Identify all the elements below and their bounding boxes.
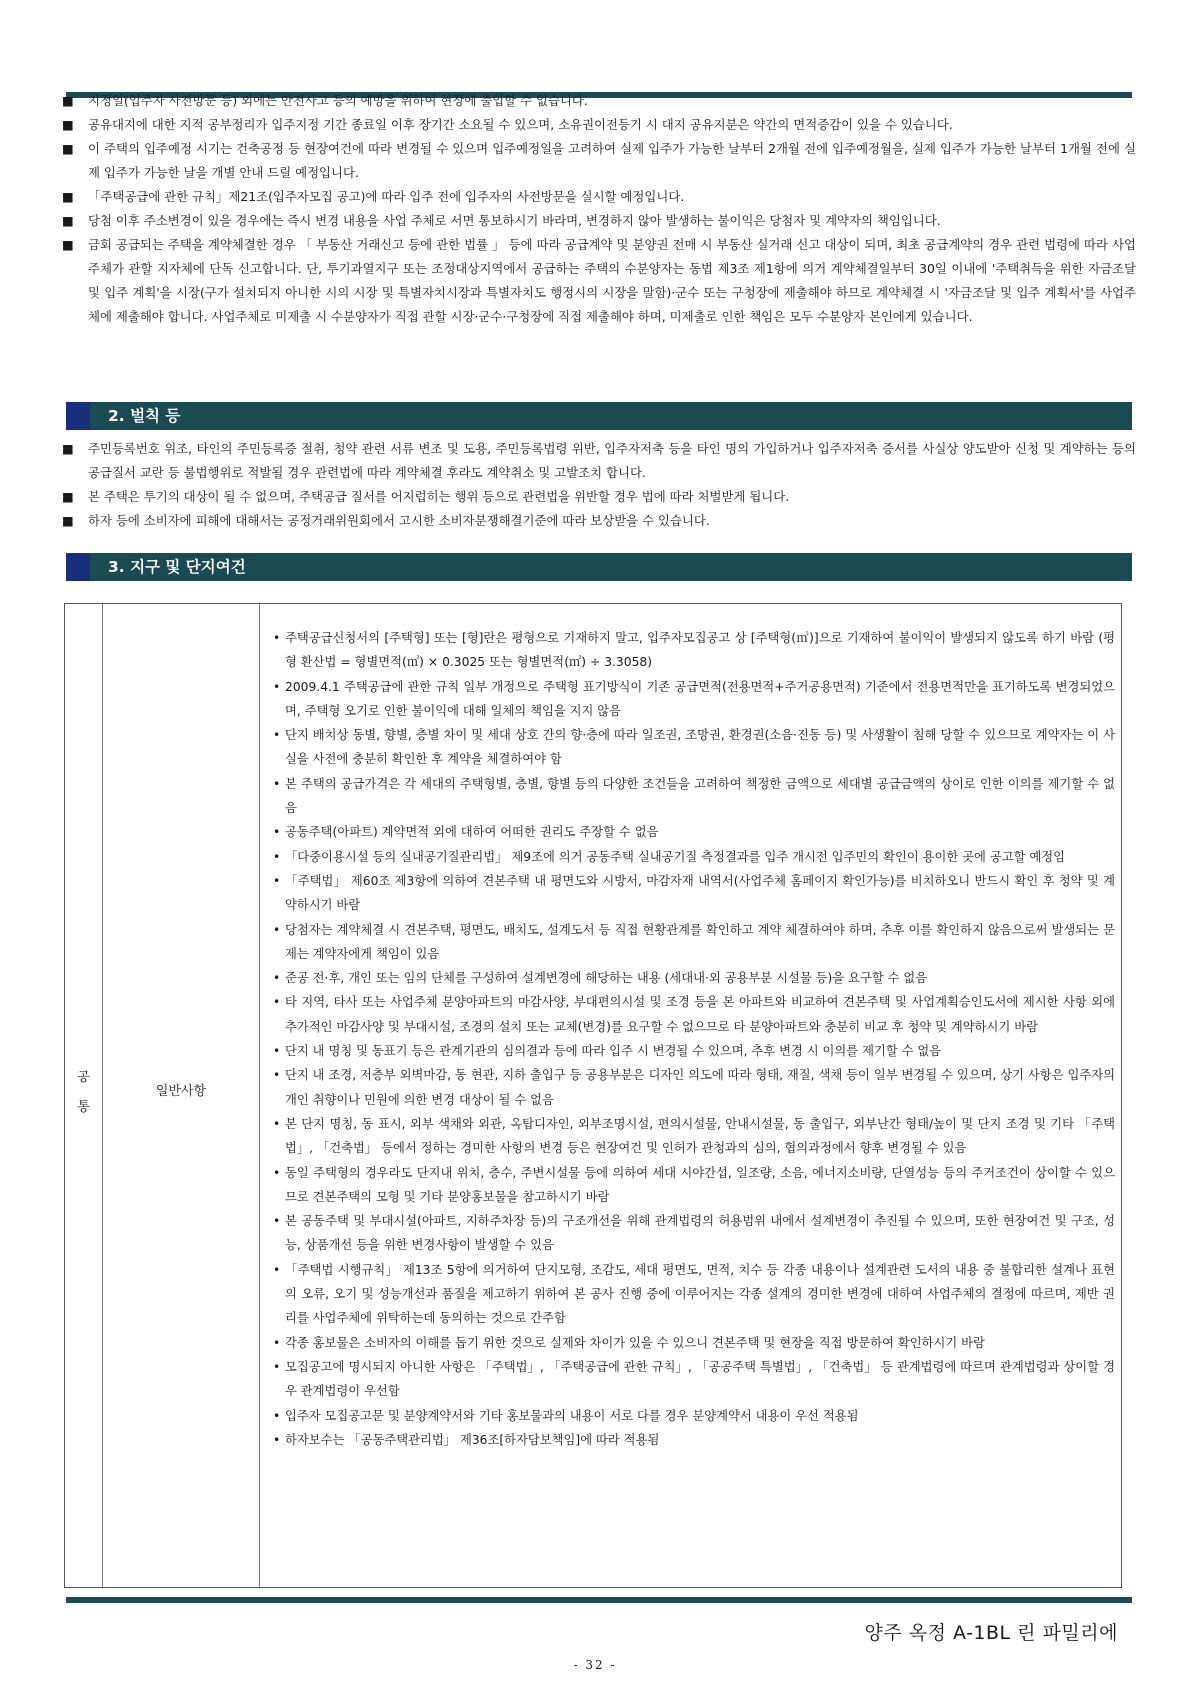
list-item: • 「주택법 시행규칙」 제13조 5항에 의거하여 단지모형, 조감도, 세대 평면도, 면적, 치수 등 각종 내용이나 설계관련 도서의 내용 중 불합리한 설계나 표현의 오류, 오기 및 성능개선과 품질을 제고하기 위하여 본 공사 진행 중에 이루어지는 각종 설계의 경미한 변경에 대하여 사업주체의 결정에 따르며, 제반 권리를 사업주체에 위탁하는데 동의하는 것으로 간주함 <box>273 1262 1115 1326</box>
bullet-item <box>62 185 1136 209</box>
complex-name: 양주 옥정 A-1BL 린 파밀리에 <box>864 1622 1118 1644</box>
bullet-text: 이 주택의 입주예정 시기는 건축공정 등 현장여건에 따라 변경될 수 있으며 입주예정일을 고려하여 실제 입주가 가능한 날부터 2개월 전에 입주예정월을, 실제 입주가 가능한 날부터 1개월 전에 실제 입주가 가능한 날을 개별 안내 드릴 예정입니다. <box>88 141 1136 180</box>
list-item: • 「주택법」 제60조 제3항에 의하여 견본주택 내 평면도와 시방서, 마감자재 내역서(사업주체 홈페이지 확인가능)를 비치하오니 반드시 확인 후 청약 및 계약하시기 바람 <box>273 873 1115 913</box>
list-item: • 단지 내 조경, 저층부 외벽마감, 동 현관, 지하 출입구 등 공용부분은 디자인 의도에 따라 형태, 재질, 색채 등이 일부 변경될 수 있으며, 상기 사항은 입주자의 개인 취향이나 민원에 의한 변경 대상이 될 수 없음 <box>273 1068 1115 1107</box>
bottom-divider-bar <box>66 1597 1132 1603</box>
bullet-text: 본 주택은 투기의 대상이 될 수 없으며, 주택공급 질서를 어지럽히는 행위 등으로 관련법을 위반할 경우 법에 따라 처벌받게 됩니다. <box>88 489 790 504</box>
section-title: 3. 지구 및 단지여건 <box>108 558 246 576</box>
category-cell <box>65 604 103 1587</box>
section-header-district <box>66 553 1132 581</box>
bullet-text: 지정일(입주자 사전방문 등) 외에는 안전사고 등의 예방을 위하여 현장에 출입할 수 없습니다. <box>88 93 588 108</box>
list-item: • 각종 홍보물은 소비자의 이해를 돕기 위한 것으로 실제와 차이가 있을 수 있으니 견본주택 및 현장을 직접 방문하여 확인하시기 바람 <box>273 1335 985 1350</box>
bullet-text: 「주택공급에 관한 규칙」제21조(입주자모집 공고)에 따라 입주 전에 입주자의 사전방문을 실시할 예정입니다. <box>88 189 685 204</box>
district-conditions-table <box>64 603 1122 1588</box>
subcategory-cell <box>103 604 260 1587</box>
list-item: • 당첨자는 계약체결 시 견본주택, 평면도, 배치도, 설계도서 등 직접 현황관계를 확인하고 계약 체결하여야 하며, 추후 이를 확인하지 않음으로써 발생되는 문제는 계약자에게 책임이 있음 <box>273 922 1115 961</box>
square-bullet-icon: ■ <box>62 213 74 228</box>
list-item: • 모집공고에 명시되지 아니한 사항은 「주택법」, 「주택공급에 관한 규칙」, 「공공주택 특별법」, 「건축법」 등 관계법령에 따르며 관계법령과 상이할 경우 관계법령이 우선함 <box>273 1359 1115 1399</box>
category-char: 통 <box>77 1100 90 1115</box>
bullet-item <box>62 509 1136 533</box>
square-bullet-icon: ■ <box>62 513 74 528</box>
list-item: • 주택공급신청서의 [주택형] 또는 [형]란은 평형으로 기재하지 말고, 입주자모집공고 상 [주택형(㎡)]으로 기재하여 불이익이 발생되지 않도록 하기 바람 (평형 환산법 = 형별면적(㎡) × 0.3025 또는 형별면적(㎡) ÷ 3.3058) <box>273 631 1115 670</box>
section-header-penalties <box>66 402 1132 430</box>
list-item: • 「다중이용시설 등의 실내공기질관리법」 제9조에 의거 공동주택 실내공기질 측정결과를 입주 개시전 입주민의 확인이 용이한 곳에 공고할 예정임 <box>273 849 1066 864</box>
square-bullet-icon: ■ <box>62 93 74 108</box>
square-bullet-icon: ■ <box>62 141 74 156</box>
intro-bullet-list <box>62 89 1136 329</box>
list-item: • 2009.4.1 주택공급에 관한 규칙 일부 개정으로 주택형 표기방식이 기존 공급면적(전용면적+주거공용면적) 기준에서 전용면적만을 표기하도록 변경되었으며, 주택형 오기로 인한 불이익에 대해 일체의 책임을 지지 않음 <box>273 679 1115 718</box>
subcategory-label: 일반사항 <box>155 1084 207 1099</box>
bullet-text: 공유대지에 대한 지적 공부정리가 입주지정 기간 종료일 이후 장기간 소요될 수 있으며, 소유권이전등기 시 대지 공유지분은 약간의 면적증감이 있을 수 있습니다. <box>88 117 953 132</box>
list-item: • 타 지역, 타사 또는 사업주체 분양아파트의 마감사양, 부대편의시설 및 조경 등을 본 아파트와 비교하여 견본주택 및 사업계획승인도서에 제시한 사항 외에 추가적인 마감사양 및 부대시설, 조경의 설치 또는 교체(변경)를 요구할 수 없으므로 타 분양아파트와 충분히 비교 후 청약 및 계약하시기 바람 <box>273 995 1115 1034</box>
square-bullet-icon: ■ <box>62 237 74 252</box>
section-accent <box>66 553 90 581</box>
square-bullet-icon: ■ <box>62 489 74 504</box>
bullet-item <box>62 137 1136 185</box>
list-item: • 본 공동주택 및 부대시설(아파트, 지하주차장 등)의 구조개선을 위해 관계법령의 허용범위 내에서 설계변경이 추진될 수 있으며, 또한 현장여건 및 구조, 성능, 상품개선 등을 위한 변경사항이 발생할 수 있음 <box>273 1214 1115 1253</box>
page-number: - 32 - <box>573 1658 617 1672</box>
list-item: • 본 주택의 공급가격은 각 세대의 주택형별, 층별, 향별 등의 다양한 조건들을 고려하여 책정한 금액으로 세대별 공급금액의 상이로 인한 이의를 제기할 수 없음 <box>273 776 1115 816</box>
list-item: • 단지 배치상 동별, 향별, 층별 차이 및 세대 상호 간의 향·층에 따라 일조권, 조망권, 환경권(소음·진동 등) 및 사생활이 침해 당할 수 있으므로 계약자는 이 사실을 사전에 충분히 확인한 후 계약을 체결하여야 함 <box>273 728 1115 767</box>
bullet-item <box>62 209 1136 233</box>
bullet-item <box>62 485 1136 509</box>
square-bullet-icon: ■ <box>62 189 74 204</box>
square-bullet-icon: ■ <box>62 441 74 456</box>
list-item: • 단지 내 명칭 및 동표기 등은 관계기관의 심의결과 등에 따라 입주 시 변경될 수 있으며, 추후 변경 시 이의를 제기할 수 없음 <box>273 1044 942 1059</box>
category-char: 공 <box>77 1070 90 1085</box>
list-item: • 입주자 모집공고문 및 분양계약서와 기타 홍보물과의 내용이 서로 다를 경우 분양계약서 내용이 우선 적용됨 <box>273 1408 859 1423</box>
general-items-list <box>273 626 1115 1452</box>
bullet-item <box>62 89 1136 113</box>
bullet-text: 당첨 이후 주소변경이 있을 경우에는 즉시 변경 내용을 사업 주체로 서면 통보하시기 바라며, 변경하지 않아 발생하는 불이익은 당첨자 및 계약자의 책임입니다. <box>88 213 941 228</box>
bullet-text: 하자 등에 소비자에 피해에 대해서는 공정거래위원회에서 고시한 소비자분쟁해결기준에 따라 보상받을 수 있습니다. <box>88 513 710 528</box>
list-item: • 공동주택(아파트) 계약면적 외에 대하여 어떠한 권리도 주장할 수 없음 <box>273 825 659 840</box>
penalties-bullet-list <box>62 437 1136 533</box>
list-item: • 하자보수는 「공동주택관리법」 제36조[하자담보책임]에 따라 적용됨 <box>273 1432 660 1447</box>
bullet-item <box>62 437 1136 485</box>
list-item: • 동일 주택형의 경우라도 단지내 위치, 층수, 주변시설물 등에 의하여 세대 시야간섭, 일조량, 소음, 에너지소비량, 단열성능 등의 주거조건이 상이할 수 있으므로 견본주택의 모형 및 기타 분양홍보물을 참고하시기 바람 <box>273 1165 1115 1204</box>
section-accent <box>66 402 90 430</box>
square-bullet-icon: ■ <box>62 117 74 132</box>
bullet-text: 금회 공급되는 주택을 계약체결한 경우 「 부동산 거래신고 등에 관한 법률 」 등에 따라 공급계약 및 분양권 전매 시 부동산 실거래 신고 대상이 되며, 최초 공급계약의 경우 관련 법령에 따라 사업주체가 관할 지자체에 단독 신고합니다. 단, 투기과열지구 또는 조정대상지역에서 공급하는 주택의 수분양자는 동법 제3조 제1항에 의거 계약체결일부터 30일 이내에 '주택취득을 위한 자금조달 및 입주 계획'을 시장(구가 설치되지 아니한 시의 시장 및 특별자치시장과 특별자치도 행정시의 시장을 말함)·군수 또는 구청장에 제출해야 하므로 계약체결 시 '자금조달 및 입주 계획서'를 사업주체에 제출해야 합니다. 사업주체로 미제출 시 수분양자가 직접 관할 시장·군수·구청장에 직접 제출해야 하며, 미제출로 인한 책임은 모두 수분양자 본인에게 있습니다. <box>88 237 1136 324</box>
list-item: • 본 단지 명칭, 동 표시, 외부 색채와 외관, 옥탑디자인, 외부조명시설, 편의시설물, 안내시설물, 동 출입구, 외부난간 형태/높이 및 단지 조경 및 기타 「주택법」, 「건축법」 등에서 정하는 경미한 사항의 변경 등은 현장여건 및 인허가 관청과의 심의, 협의과정에서 향후 변경될 수 있음 <box>273 1116 1115 1156</box>
section-title: 2. 벌칙 등 <box>108 407 181 425</box>
bullet-text: 주민등록번호 위조, 타인의 주민등록증 절취, 청약 관련 서류 변조 및 도용, 주민등록법령 위반, 입주자저축 등을 타인 명의 가입하거나 입주자저축 증서를 사실상 양도받아 신청 및 계약하는 등의 공급질서 교란 등 불법행위로 적발될 경우 관련법에 따라 계약체결 후라도 계약취소 및 고발조치 합니다. <box>88 441 1136 480</box>
bullet-item <box>62 233 1136 329</box>
bullet-item <box>62 113 1136 137</box>
list-item: • 준공 전·후, 개인 또는 임의 단체를 구성하여 설계변경에 해당하는 내용 (세대내·외 공용부분 시설물 등)을 요구할 수 없음 <box>273 971 928 986</box>
